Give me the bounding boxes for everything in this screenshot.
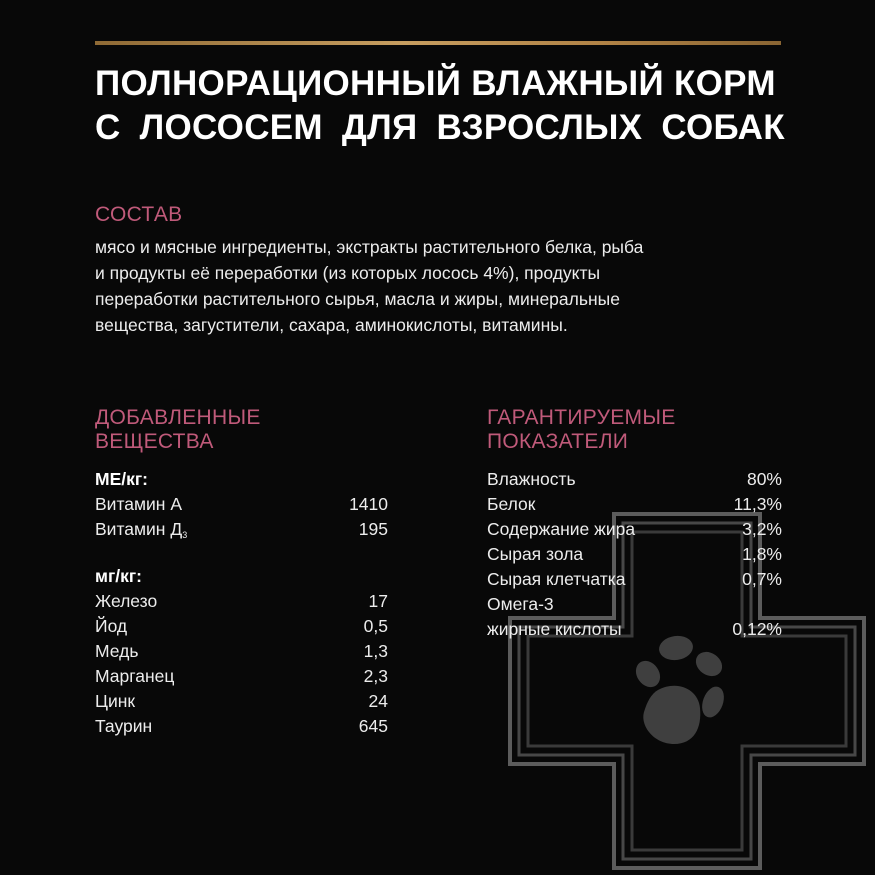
table-row (487, 617, 782, 642)
row-name: Сырая зола (487, 544, 584, 564)
guaranteed-heading (487, 406, 676, 454)
table-row (95, 689, 388, 714)
row-value: 1410 (349, 494, 388, 514)
row-name: Йод (95, 616, 128, 636)
table-row (487, 517, 782, 542)
composition-line: мясо и мясные ингредиенты, экстракты растительного белка, рыба (95, 237, 644, 257)
table-row (487, 592, 782, 617)
row-name: Медь (95, 641, 139, 661)
table-row (95, 664, 388, 689)
composition-line: и продукты её переработки (из которых лосось 4%), продукты (95, 263, 601, 283)
unit-label-mg: мг/кг: (95, 566, 142, 586)
additives-heading-line-2: ВЕЩЕСТВА (95, 430, 214, 453)
row-value: 24 (368, 691, 388, 711)
row-name (95, 519, 187, 539)
additives-table (95, 467, 388, 739)
row-name: Омега-3 (487, 594, 554, 614)
table-row (95, 589, 388, 614)
row-name: Марганец (95, 666, 175, 686)
row-name-subscript: 3 (182, 530, 188, 540)
row-name: жирные кислоты (487, 619, 622, 639)
row-name: Белок (487, 494, 536, 514)
unit-label-me: МЕ/кг: (95, 469, 148, 489)
row-name: Железо (95, 591, 158, 611)
table-row (95, 614, 388, 639)
table-row (95, 517, 388, 542)
guaranteed-heading-line-2: ПОКАЗАТЕЛИ (487, 430, 629, 453)
composition-text (95, 234, 795, 338)
guaranteed-table (487, 467, 782, 642)
table-row (487, 492, 782, 517)
row-name: Влажность (487, 469, 576, 489)
row-name: Таурин (95, 716, 153, 736)
row-value: 1,3 (363, 641, 388, 661)
row-value: 645 (358, 716, 388, 736)
row-value: 80% (746, 469, 782, 489)
table-row (487, 467, 782, 492)
row-name: Сырая клетчатка (487, 569, 626, 589)
row-name-text: Витамин Д (95, 519, 183, 539)
composition-line: вещества, загустители, сахара, аминокислоты, витамины. (95, 315, 568, 335)
row-value: 0,12% (732, 619, 782, 639)
table-row (95, 714, 388, 739)
additives-heading (95, 406, 261, 454)
row-value: 2,3 (363, 666, 388, 686)
additives-heading-line-1: ДОБАВЛЕННЫЕ (95, 406, 261, 429)
page-title (95, 62, 785, 150)
table-row (487, 542, 782, 567)
title-line-1: ПОЛНОРАЦИОННЫЙ ВЛАЖНЫЙ КОРМ (95, 64, 776, 103)
composition-line: переработки растительного сырья, масла и жиры, минеральные (95, 289, 620, 309)
table-row (487, 567, 782, 592)
row-value: 0,5 (363, 616, 388, 636)
row-name: Витамин А (95, 494, 183, 514)
row-name: Цинк (95, 691, 136, 711)
row-name: Содержание жира (487, 519, 636, 539)
table-row (95, 492, 388, 517)
composition-heading: СОСТАВ (95, 203, 183, 226)
gold-divider (95, 41, 781, 45)
row-value: 11,3% (733, 494, 782, 514)
row-value: 17 (368, 591, 388, 611)
guaranteed-heading-line-1: ГАРАНТИРУЕМЫЕ (487, 406, 676, 429)
row-value: 0,7% (742, 569, 782, 589)
row-value: 1,8% (742, 544, 782, 564)
title-line-2: С ЛОСОСЕМ ДЛЯ ВЗРОСЛЫХ СОБАК (95, 108, 785, 147)
row-value: 195 (358, 519, 388, 539)
table-row (95, 639, 388, 664)
row-value: 3,2% (742, 519, 782, 539)
